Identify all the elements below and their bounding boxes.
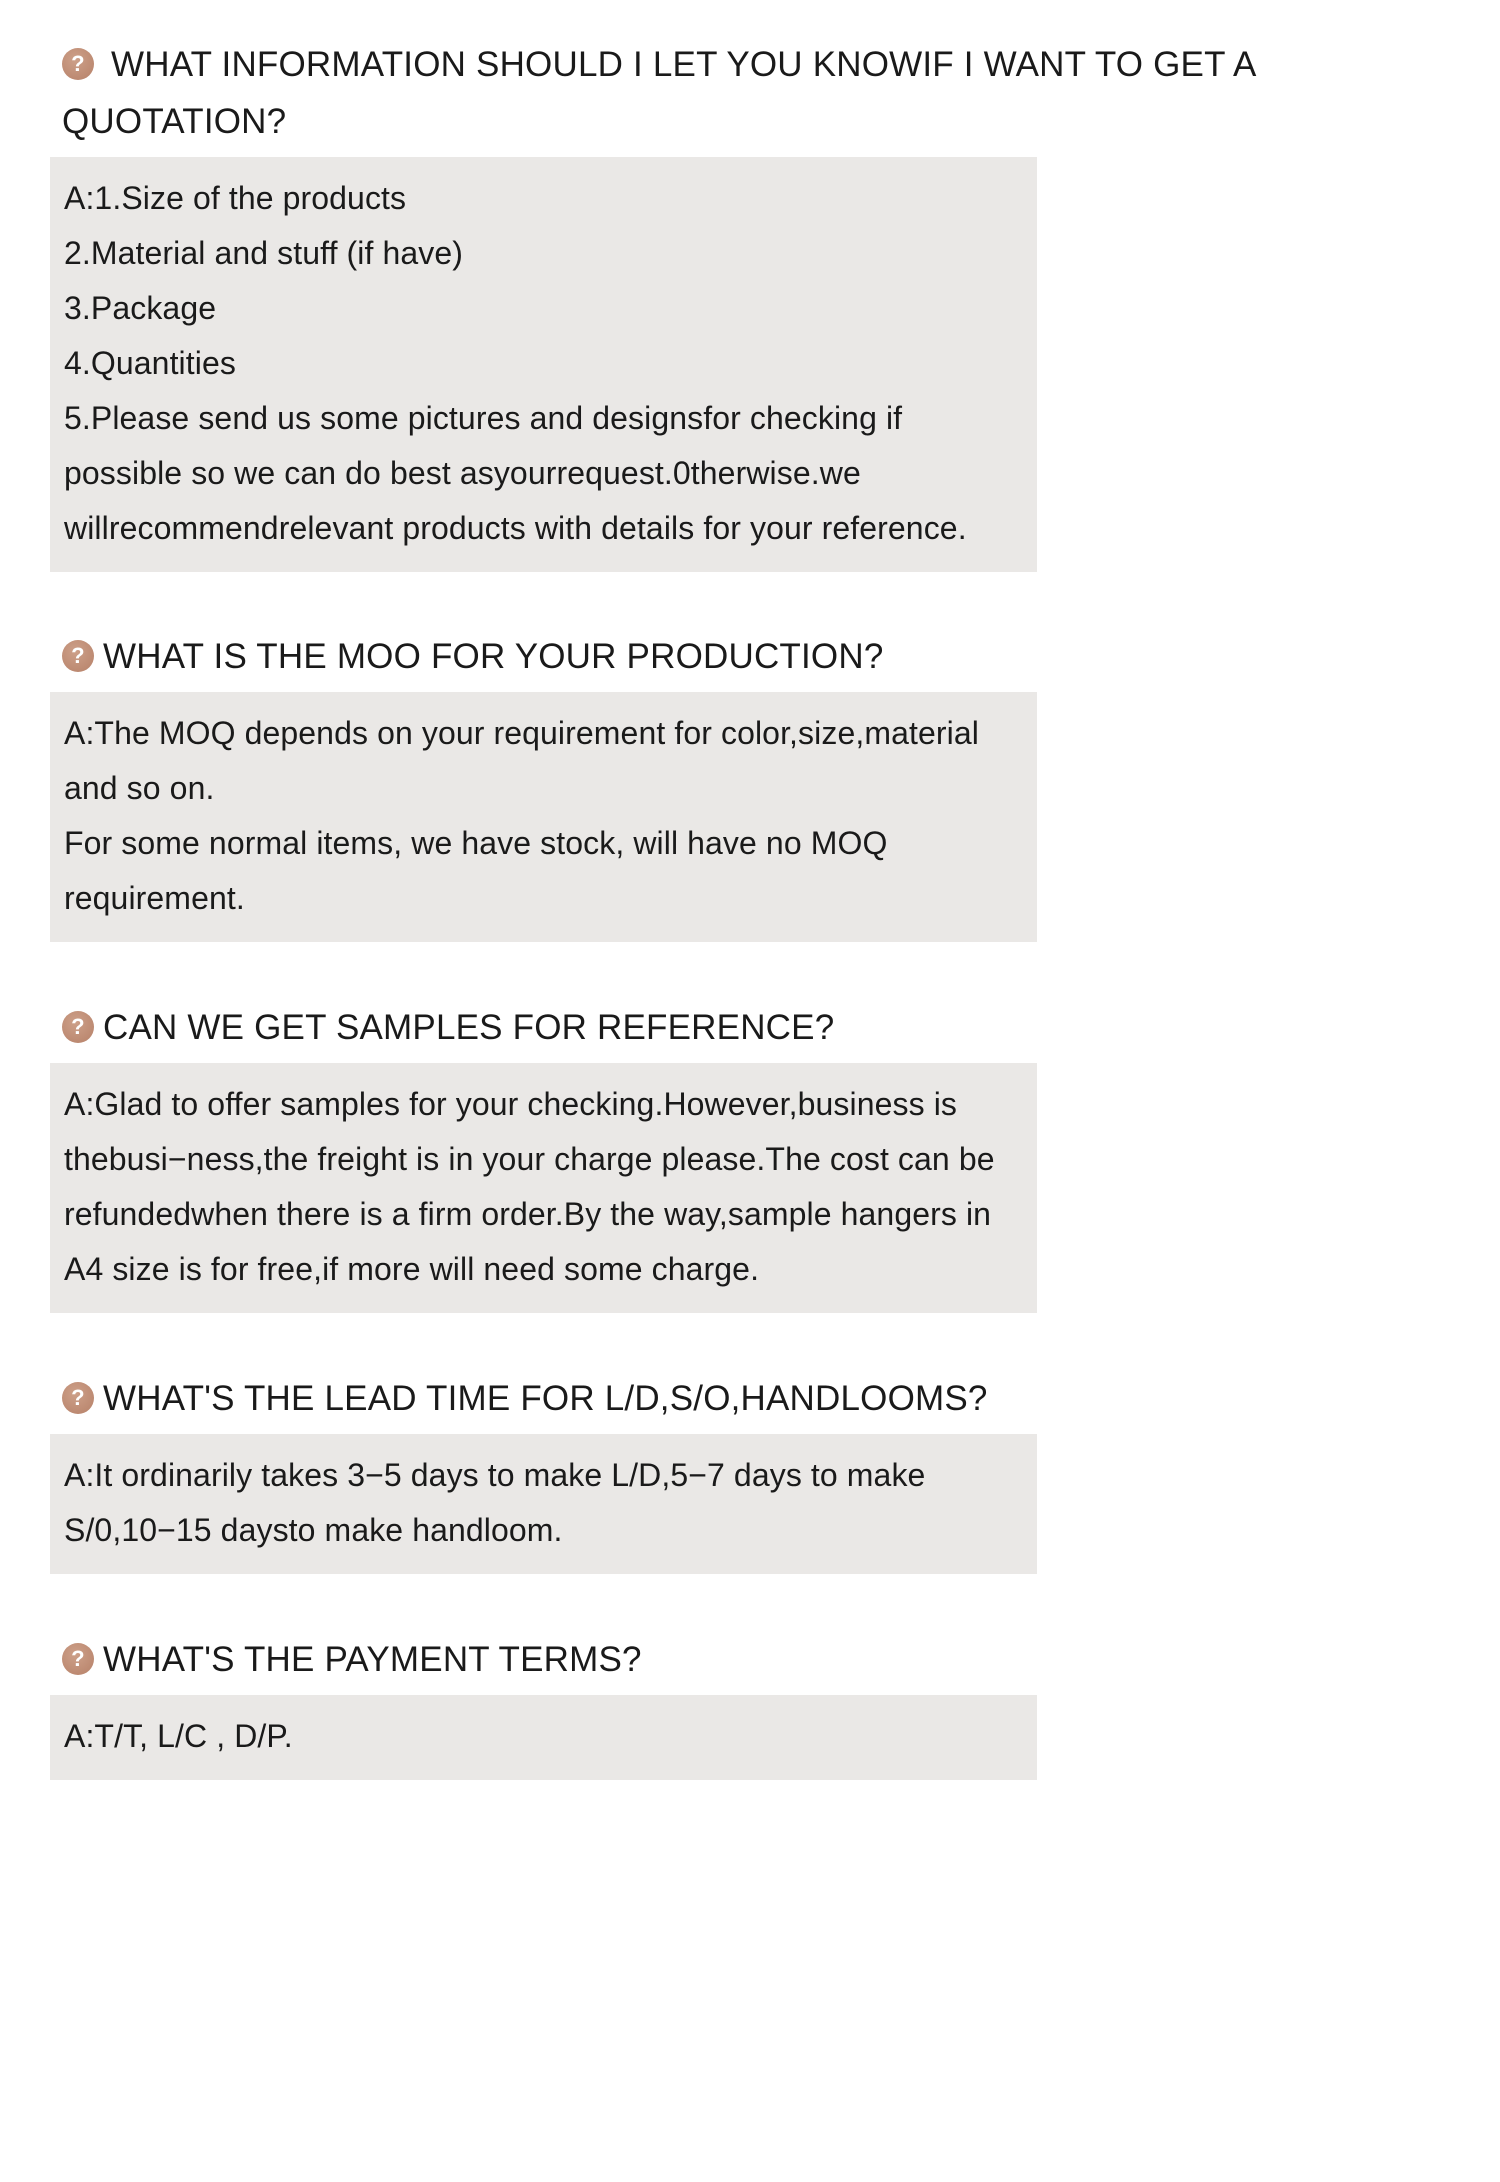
faq-question-label: CAN WE GET SAMPLES FOR REFERENCE?	[103, 1008, 835, 1047]
question-mark-icon	[62, 1643, 94, 1675]
answer-line: A:Glad to offer samples for your checking.However,business is thebusi−ness,the freight is in your charge please.The cost can be refundedwhen there is a firm order.By the way,sample hangers in A4 size is for free,if more will need some charge.	[64, 1086, 1004, 1287]
faq-answer-lead-time	[50, 1434, 1037, 1574]
faq-question-quotation-info[interactable]	[0, 36, 1500, 150]
question-answer-gap	[0, 1056, 1500, 1063]
faq-answer-samples	[50, 1063, 1037, 1313]
faq-item-payment-terms	[0, 1631, 1500, 1780]
bottom-spacer	[0, 1780, 1500, 1820]
faq-question-label: WHAT IS THE MOO FOR YOUR PRODUCTION?	[103, 637, 884, 676]
answer-line: 2.Material and stuff (if have)	[64, 235, 464, 271]
section-spacer	[0, 572, 1500, 628]
faq-item-lead-time	[0, 1370, 1500, 1574]
question-mark-icon	[62, 640, 94, 672]
top-spacer	[0, 0, 1500, 36]
faq-item-moq	[0, 628, 1500, 942]
question-answer-gap	[0, 1688, 1500, 1695]
faq-answer-moq	[50, 692, 1037, 942]
question-answer-gap	[0, 150, 1500, 157]
section-spacer	[0, 942, 1500, 999]
answer-line: A:The MOQ depends on your requirement for color,size,material and so on.	[64, 715, 988, 806]
faq-question-label: WHAT'S THE PAYMENT TERMS?	[103, 1640, 642, 1679]
faq-question-samples[interactable]	[0, 999, 1500, 1056]
answer-line: 3.Package	[64, 290, 217, 326]
question-mark-icon	[62, 48, 94, 80]
section-spacer	[0, 1574, 1500, 1631]
question-mark-icon	[62, 1382, 94, 1414]
question-answer-gap	[0, 1427, 1500, 1434]
faq-question-label: WHAT'S THE LEAD TIME FOR L/D,S/O,HANDLOOMS?	[103, 1379, 988, 1418]
faq-question-label: WHAT INFORMATION SHOULD I LET YOU KNOWIF I WANT TO GET A QUOTATION?	[62, 45, 1255, 141]
answer-line: For some normal items, we have stock, will have no MOQ requirement.	[64, 825, 897, 916]
answer-line: 4.Quantities	[64, 345, 236, 381]
question-mark-icon	[62, 1011, 94, 1043]
faq-item-samples	[0, 999, 1500, 1313]
answer-line: A:It ordinarily takes 3−5 days to make L/D,5−7 days to make S/0,10−15 daysto make handloom.	[64, 1457, 935, 1548]
section-spacer	[0, 1313, 1500, 1370]
faq-answer-quotation-info	[50, 157, 1037, 572]
question-answer-gap	[0, 685, 1500, 692]
faq-question-moq[interactable]	[0, 628, 1500, 685]
faq-item-quotation-info	[0, 36, 1500, 572]
answer-line: 5.Please send us some pictures and designsfor checking if possible so we can do best asyourrequest.0therwise.we willrecommendrelevant products with details for your reference.	[64, 400, 967, 546]
answer-line: A:1.Size of the products	[64, 180, 407, 216]
faq-answer-payment-terms	[50, 1695, 1037, 1780]
faq-question-lead-time[interactable]	[0, 1370, 1500, 1427]
answer-line: A:T/T, L/C , D/P.	[64, 1718, 293, 1754]
faq-question-payment-terms[interactable]	[0, 1631, 1500, 1688]
